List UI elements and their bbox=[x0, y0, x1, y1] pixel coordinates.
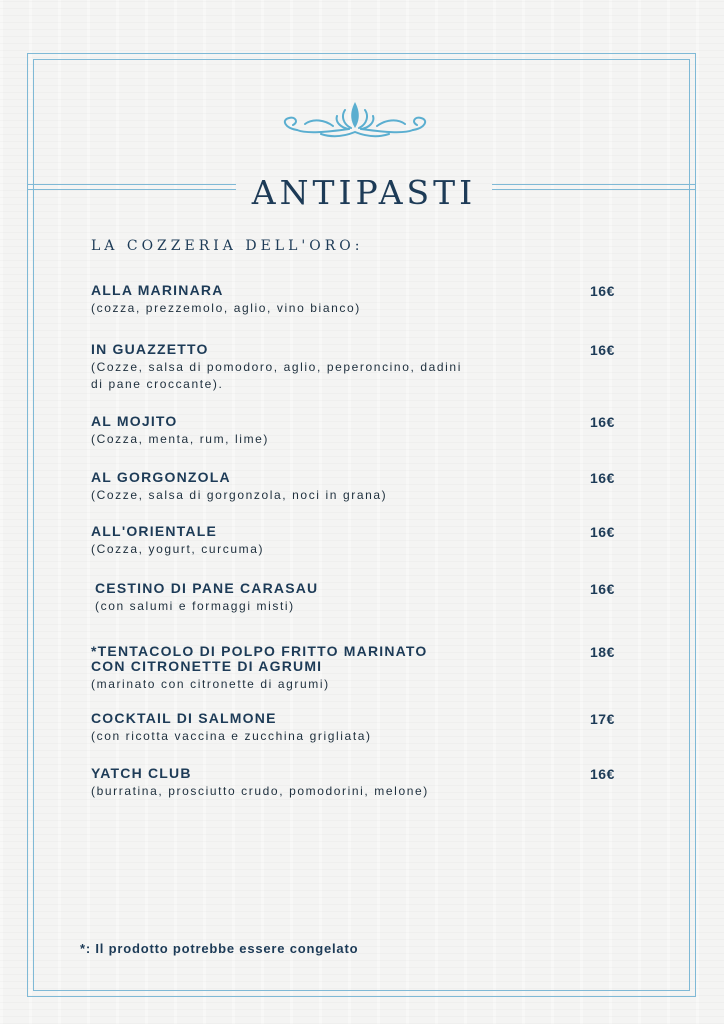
page-title: ANTIPASTI bbox=[251, 173, 477, 212]
section-subtitle: LA COZZERIA DELL'ORO: bbox=[91, 238, 364, 254]
item-name: ALLA MARINARA bbox=[91, 282, 224, 298]
menu-item bbox=[91, 470, 631, 504]
item-name: AL MOJITO bbox=[91, 413, 178, 429]
item-description: (Cozza, menta, rum, lime) bbox=[91, 432, 270, 446]
menu-item bbox=[91, 283, 631, 317]
menu-item bbox=[91, 711, 631, 745]
item-price: 16€ bbox=[590, 283, 615, 299]
item-name: YATCH CLUB bbox=[91, 765, 192, 781]
item-price: 16€ bbox=[590, 766, 615, 782]
item-name: CESTINO DI PANE CARASAU bbox=[95, 580, 319, 596]
item-price: 18€ bbox=[590, 644, 615, 660]
item-name: AL GORGONZOLA bbox=[91, 469, 231, 485]
item-description: (Cozze, salsa di pomodoro, aglio, peperoncino, dadini di pane croccante). bbox=[91, 360, 462, 391]
item-name: COCKTAIL DI SALMONE bbox=[91, 710, 277, 726]
item-name: *TENTACOLO DI POLPO FRITTO MARINATO CON CITRONETTE DI AGRUMI bbox=[91, 643, 428, 674]
item-price: 17€ bbox=[590, 711, 615, 727]
item-price: 16€ bbox=[590, 581, 615, 597]
item-price: 16€ bbox=[590, 470, 615, 486]
menu-item bbox=[91, 414, 631, 448]
flourish-ornament-icon bbox=[277, 98, 433, 142]
item-description: (cozza, prezzemolo, aglio, vino bianco) bbox=[91, 301, 361, 315]
item-description: (Cozze, salsa di gorgonzola, noci in grana) bbox=[91, 488, 388, 502]
item-description: (Cozza, yogurt, curcuma) bbox=[91, 542, 265, 556]
item-name: IN GUAZZETTO bbox=[91, 341, 209, 357]
footnote: *: Il prodotto potrebbe essere congelato bbox=[80, 941, 359, 956]
menu-item bbox=[91, 644, 631, 693]
item-description: (con salumi e formaggi misti) bbox=[95, 599, 295, 613]
menu-item bbox=[91, 524, 631, 558]
title-rule-left bbox=[27, 184, 236, 190]
item-description: (burratina, prosciutto crudo, pomodorini, melone) bbox=[91, 784, 429, 798]
item-price: 16€ bbox=[590, 414, 615, 430]
menu-item bbox=[95, 581, 635, 615]
item-description: (con ricotta vaccina e zucchina grigliata) bbox=[91, 729, 372, 743]
item-price: 16€ bbox=[590, 524, 615, 540]
item-description: (marinato con citronette di agrumi) bbox=[91, 677, 330, 691]
menu-item bbox=[91, 342, 631, 393]
menu-item bbox=[91, 766, 631, 800]
item-price: 16€ bbox=[590, 342, 615, 358]
title-rule-right bbox=[492, 184, 696, 190]
item-name: ALL'ORIENTALE bbox=[91, 523, 217, 539]
